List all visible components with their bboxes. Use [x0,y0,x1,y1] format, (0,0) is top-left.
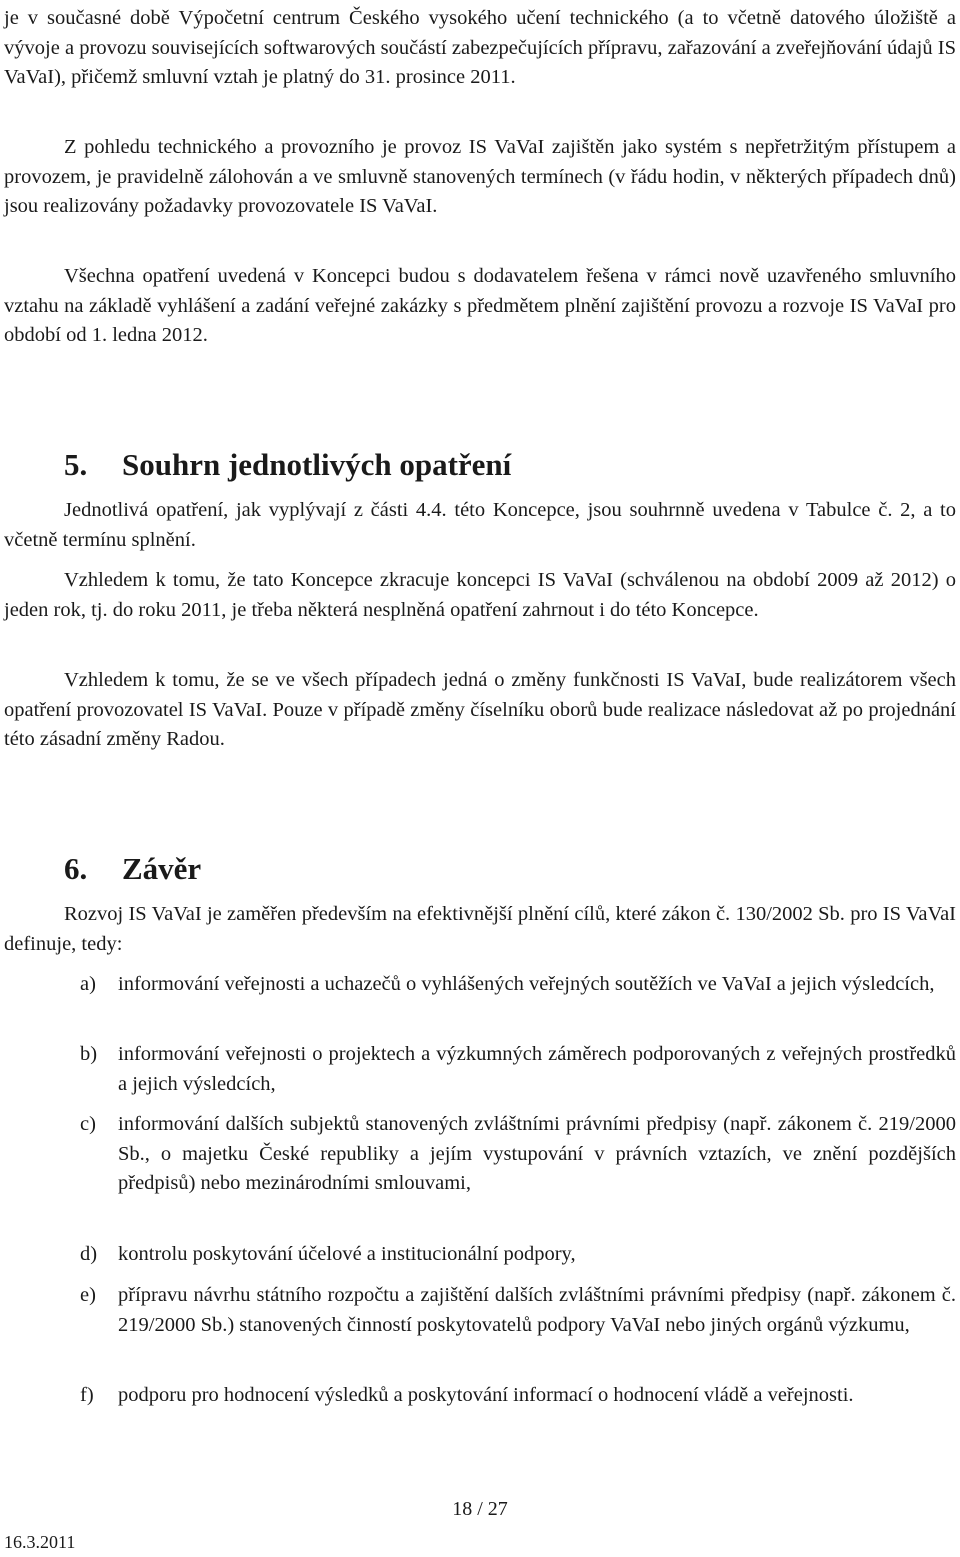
list-item-text: přípravu návrhu státního rozpočtu a zajištění dalších zvláštními právními předpisy (např. zákonem č. 219/2000 Sb.) stanovených činností poskytovatelů podpory VaVaI nebo jiných orgánů výzkumu, [118,1284,956,1336]
section-6-title: Závěr [122,851,202,886]
list-marker: b) [80,1043,98,1065]
section-5-paragraph-3: Vzhledem k tomu, že se ve všech případech jedná o změny funkčnosti IS VaVaI, bude realizátorem všech opatření provozovatel IS VaVaI. Pouze v případě změny číselníku oborů bude realizace následovat až po projednání této zásadní změny Radou. [4,669,956,750]
paragraph-continuation: je v současné době Výpočetní centrum Českého vysokého učení technického (a to včetně datového úložiště a vývoje a provozu souvisejících softwarových součástí zabezpečujících přípravu, zařazování a zveřejňování údajů IS VaVaI), přičemž smluvní vztah je platný do 31. prosince 2011. [4,7,956,88]
list-item-text: podporu pro hodnocení výsledků a poskytování informací o hodnocení vládě a veřejnosti. [118,1384,854,1406]
list-item-d [4,1240,956,1270]
list-item-text: informování veřejnosti o projektech a výzkumných záměrech podporovaných z veřejných prostředků a jejich výsledcích, [118,1043,956,1095]
list-item-f [4,1381,956,1411]
list-item-text: kontrolu poskytování účelové a institucionální podpory, [118,1243,576,1265]
section-6-heading [64,850,201,888]
page-number: 18 / 27 [452,1498,508,1520]
section-5-paragraph-1: Jednotlivá opatření, jak vyplývají z části 4.4. této Koncepce, jsou souhrnně uvedena v Tabulce č. 2, a to včetně termínu splnění. [4,499,956,551]
list-item-c [4,1110,956,1199]
section-5-number: 5. [64,447,88,482]
list-marker: f) [80,1384,94,1406]
list-item-b [4,1040,956,1099]
paragraph-measures-contract: Všechna opatření uvedená v Koncepci budou s dodavatelem řešena v rámci nově uzavřeného smluvního vztahu na základě vyhlášení a zadání veřejné zakázky s předmětem plnění zajištění provozu a rozvoje IS VaVaI pro období od 1. ledna 2012. [4,265,956,346]
list-item-a [4,970,956,1000]
list-item-text: informování dalších subjektů stanovených zvláštními právními předpisy (např. zákonem č. 219/2000 Sb., o majetku České republiky a jejím vystupování v právních vztazích, ve znění pozdějších předpisů) nebo mezinárodními smlouvami, [118,1113,956,1194]
section-6-number: 6. [64,851,88,886]
paragraph-technical-operation: Z pohledu technického a provozního je provoz IS VaVaI zajištěn jako systém s nepřetržitým přístupem a provozem, je pravidelně zálohován a ve smluvně stanovených termínech (v řádu hodin, v některých případech dnů) jsou realizovány požadavky provozovatele IS VaVaI. [4,136,956,217]
section-5-heading [64,446,511,484]
list-marker: e) [80,1284,96,1306]
list-marker: a) [80,973,96,995]
list-marker: d) [80,1243,98,1265]
list-item-text: informování veřejnosti a uchazečů o vyhlášených veřejných soutěžích ve VaVaI a jejich výsledcích, [118,973,935,995]
list-item-e [4,1281,956,1340]
section-5-title: Souhrn jednotlivých opatření [122,447,512,482]
section-6-intro: Rozvoj IS VaVaI je zaměřen především na efektivnější plnění cílů, které zákon č. 130/2002 Sb. pro IS VaVaI definuje, tedy: [4,903,956,955]
list-marker: c) [80,1113,96,1135]
section-5-paragraph-2: Vzhledem k tomu, že tato Koncepce zkracuje koncepci IS VaVaI (schválenou na období 2009 až 2012) o jeden rok, tj. do roku 2011, je třeba některá nesplněná opatření zahrnout i do této Koncepce. [4,569,956,621]
footer-date: 16.3.2011 [4,1532,76,1552]
